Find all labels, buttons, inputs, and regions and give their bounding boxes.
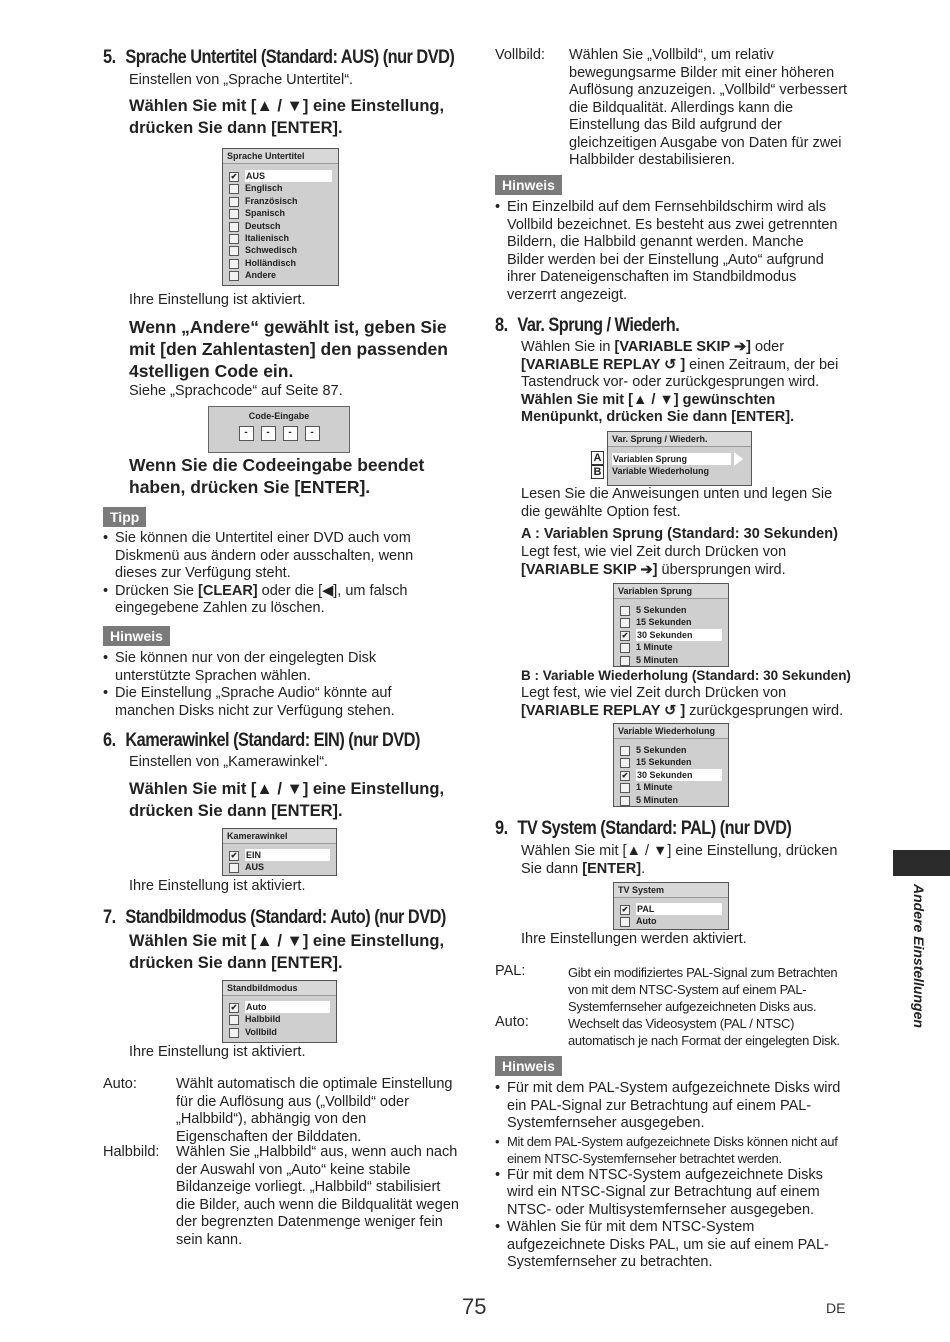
menu-option-label: PAL [636,903,722,915]
camera-angle-menu [222,828,337,876]
section-5-done-instruction: Wenn Sie die Codeeingabe beendet haben, drücken Sie [ENTER]. [129,455,425,497]
definition-term: Halbbild: [103,1144,160,1160]
menu-options [614,898,728,928]
hinweis-list [495,1080,845,1272]
menu-option-label: AUS [245,170,332,182]
menu-option[interactable] [614,744,728,756]
menu-option[interactable] [614,641,728,653]
checkbox-icon[interactable] [620,783,630,793]
checkbox-icon[interactable] [229,259,239,269]
checkbox-icon[interactable] [229,184,239,194]
section-6-subtitle: Einstellen von „Kamerawinkel“. [129,754,329,770]
tipp-badge: Tipp [103,507,146,527]
menu-option[interactable] [223,170,338,182]
code-slots [209,426,349,441]
checkbox-icon[interactable] [620,746,630,756]
right-arrow-icon [734,452,743,466]
menu-option[interactable] [614,769,728,781]
variable-skip-menu [613,583,729,667]
marker-b: B [591,465,604,479]
checkbox-icon[interactable] [229,222,239,232]
hinweis-badge: Hinweis [495,1056,562,1076]
section-7-instruction: Wählen Sie mit [▲ / ▼] eine Einstellung, drücken Sie dann [ENTER]. [129,932,445,972]
checkbox-icon[interactable] [620,606,630,616]
definition-term: Vollbild: [495,47,545,63]
section-8-description: Wählen Sie in [VARIABLE SKIP ➔] oder [VARIABLE REPLAY ↺ ] einen Zeitraum, der bei Tastendruck vor- oder zurückgesprungen wird. Wählen Sie mit [▲ / ▼] gewünschten Menüpunkt, drücken Sie dann [ENTER]. [521,339,839,425]
menu-option[interactable] [614,915,728,927]
menu-title: Variable Wiederholung [614,724,728,739]
menu-option[interactable] [614,756,728,768]
checkbox-icon[interactable] [620,656,630,666]
hinweis-bullet: • Sie können nur von der eingelegten Disk unterstützte Sprachen wählen. [103,650,413,685]
menu-option[interactable] [614,903,728,915]
hinweis-badge: Hinweis [495,175,562,195]
section-9-description: Wählen Sie mit [▲ / ▼] eine Einstellung, drücken Sie dann [ENTER]. [521,843,838,877]
code-slot: - [305,426,320,441]
checkbox-icon[interactable] [229,234,239,244]
menu-options [223,996,336,1038]
section-5-see-reference: Siehe „Sprachcode“ auf Seite 87. [129,383,343,399]
checkbox-icon[interactable] [620,917,630,927]
code-entry-box [208,406,350,453]
menu-option-label: 1 Minute [636,642,673,653]
menu-title: Standbildmodus [223,981,336,996]
hinweis-bullet: • Die Einstellung „Sprache Audio“ könnte auf manchen Disks nicht zur Verfügung stehen. [103,685,413,720]
menu-option[interactable] [223,269,338,281]
hinweis-bullet: • Für mit dem PAL-System aufgezeichnete Disks wird ein PAL-Signal zur Betrachtung auf einem PAL-Systemfernseher ausgegeben. [495,1080,845,1133]
menu-option-label: Vollbild [245,1026,277,1037]
marker-a: A [591,451,604,465]
menu-option[interactable] [223,207,338,219]
menu-option[interactable] [223,1013,336,1025]
checkbox-icon[interactable] [229,1028,239,1038]
subtitle-language-menu [222,148,339,286]
option-b-heading: B : Variable Wiederholung (Standard: 30 Sekunden) [521,668,851,683]
hinweis-list [495,199,843,304]
checkbox-checked-icon[interactable]: ✔ [230,1003,238,1012]
menu-option-label: Auto [636,916,657,927]
tipp-list [103,530,433,618]
menu-option[interactable] [223,244,338,256]
menu-title: Var. Sprung / Wiederh. [608,432,751,447]
menu-options [614,599,728,666]
hinweis-list [103,650,413,720]
menu-option-label: Holländisch [245,257,297,268]
checkbox-checked-icon[interactable]: ✔ [621,770,629,780]
menu-option[interactable] [614,629,728,641]
menu-option[interactable] [223,257,338,269]
section-5-subtitle: Einstellen von „Sprache Untertitel“. [129,72,354,88]
language-code: DE [826,1300,846,1316]
checkbox-icon[interactable] [620,643,630,653]
menu-option[interactable] [223,1001,336,1013]
still-mode-menu [222,980,337,1043]
definition-term: PAL: [495,963,526,979]
chapter-tab [893,850,950,876]
menu-option-label: 30 Sekunden [636,629,722,641]
hinweis-badge: Hinweis [103,626,170,646]
definition-text: Wählen Sie „Vollbild“, um relativ bewegungsarme Bilder mit einer höheren Auflösung anzuzeigen. „Vollbild“ verbessert die Bildqualität. Allerdings kann die Einstellung das Bild aufgrund der gleichzeitigen Ausgabe von Daten für zwei Halbbilder destabilisieren. [569,47,848,168]
hinweis-bullet: • Für mit dem NTSC-System aufgezeichnete Disks wird ein NTSC-Signal zur Betrachtung auf einem NTSC- oder Multisystemfernseher ausgegeben. [495,1167,845,1220]
menu-option-label: Deutsch [245,220,281,231]
menu-options [223,844,336,874]
var-skip-replay-menu [607,431,752,486]
menu-option-label: 30 Sekunden [636,769,722,781]
menu-option-label: Spanisch [245,208,286,219]
menu-option-label: Halbbild [245,1014,281,1025]
menu-option-label: 1 Minute [636,782,673,793]
menu-option-label: Französisch [245,195,298,206]
menu-option-label: Variable Wiederholung [612,466,709,477]
section-5-instruction: Wählen Sie mit [▲ / ▼] eine Einstellung, drücken Sie dann [ENTER]. [129,97,445,137]
checkbox-checked-icon[interactable]: ✔ [621,630,629,640]
section-7-heading: 7. Standbildmodus (Standard: Auto) (nur DVD) [103,907,446,928]
menu-option[interactable] [223,849,336,861]
checkbox-checked-icon[interactable]: ✔ [230,172,238,181]
checkbox-icon[interactable] [620,758,630,768]
option-a-heading: A : Variablen Sprung (Standard: 30 Sekunden) [521,526,838,542]
menu-option[interactable] [614,654,728,666]
checkbox-icon[interactable] [229,246,239,256]
option-b-text: Legt fest, wie viel Zeit durch Drücken von [VARIABLE REPLAY ↺ ] zurückgesprungen wird. [521,685,844,719]
section-7-activated: Ihre Einstellung ist aktiviert. [129,1044,306,1060]
section-5-heading: 5. Sprache Untertitel (Standard: AUS) (nur DVD) [103,47,455,68]
definition-text: Wählt automatisch die optimale Einstellung für die Auflösung aus („Vollbild“ oder „Halbbild“), abhängig von den Eigenschaften der Bilddaten. [176,1076,453,1145]
menu-option[interactable] [608,453,751,465]
hinweis-bullet: • Mit dem PAL-System aufgezeichnete Disks können nicht auf einem NTSC-Systemfernseher betrachtet werden. [495,1133,845,1167]
menu-title: Sprache Untertitel [223,149,338,164]
checkbox-icon[interactable] [229,197,239,207]
checkbox-icon[interactable] [229,1015,239,1025]
menu-title: Variablen Sprung [614,584,728,599]
menu-options [223,164,338,282]
menu-option[interactable] [223,1026,336,1038]
menu-option[interactable] [608,465,751,477]
section-6-instruction: Wählen Sie mit [▲ / ▼] eine Einstellung, drücken Sie dann [ENTER]. [129,780,445,820]
code-slot: - [283,426,298,441]
menu-option-label: 15 Sekunden [636,757,692,768]
menu-option-label: Schwedisch [245,245,298,256]
chapter-label: Andere Einstellungen [911,884,927,1028]
menu-option-label: Auto [245,1001,330,1013]
definition-term: Auto: [103,1076,137,1092]
checkbox-icon[interactable] [620,618,630,628]
section-5-activated: Ihre Einstellung ist aktiviert. [129,292,306,308]
menu-option-label: AUS [245,862,265,873]
checkbox-icon[interactable] [229,271,239,281]
menu-option[interactable] [223,861,336,873]
definition-text: Wechselt das Videosystem (PAL / NTSC) automatisch je nach Format der eingelegten Disk. [568,1016,840,1048]
menu-option[interactable] [223,182,338,194]
section-6-heading: 6. Kamerawinkel (Standard: EIN) (nur DVD) [103,730,420,751]
menu-option-label: 5 Sekunden [636,605,687,615]
menu-option-label: 5 Sekunden [636,745,687,755]
definition-text: Gibt ein modifiziertes PAL-Signal zum Betrachten von mit dem NTSC-System auf einem PAL-Systemfernseher aufgezeichneten Disks aus. [568,965,838,1014]
menu-option-label: 15 Sekunden [636,617,692,628]
menu-options [614,739,728,806]
page-number: 75 [462,1294,487,1319]
section-6-activated: Ihre Einstellung ist aktiviert. [129,878,306,894]
checkbox-checked-icon[interactable]: ✔ [230,851,238,860]
tipp-bullet: • Drücken Sie [CLEAR] oder die [◀], um falsch eingegebene Zahlen zu löschen. [103,583,433,618]
section-8-heading: 8. Var. Sprung / Wiederh. [495,315,680,336]
section-9-heading: 9. TV System (Standard: PAL) (nur DVD) [495,818,792,839]
section-5-andere-instruction: Wenn „Andere“ gewählt ist, geben Sie mit [den Zahlentasten] den passenden 4stelligen Code ein. [129,317,448,381]
menu-option[interactable] [223,220,338,232]
checkbox-icon[interactable] [229,863,239,873]
checkbox-icon[interactable] [620,796,630,806]
menu-option[interactable] [614,604,728,616]
tipp-bullet: • Sie können die Untertitel einer DVD auch vom Diskmenü aus ändern oder ausschalten, wenn dieses zur Verfügung steht. [103,530,433,583]
checkbox-checked-icon[interactable]: ✔ [621,905,629,914]
option-a-text: Legt fest, wie viel Zeit durch Drücken von [VARIABLE SKIP ➔] übersprungen wird. [521,544,787,578]
menu-title: TV System [614,883,728,898]
menu-option-label: EIN [245,849,330,861]
section-9-activated: Ihre Einstellungen werden aktiviert. [521,931,747,947]
menu-option-label: Andere [245,270,277,281]
menu-option[interactable] [614,616,728,628]
menu-option-label: 5 Minuten [636,654,678,665]
menu-option[interactable] [223,232,338,244]
menu-option[interactable] [223,195,338,207]
definition-term: Auto: [495,1014,529,1030]
menu-option[interactable] [614,794,728,806]
menu-title: Kamerawinkel [223,829,336,844]
hinweis-bullet: • Ein Einzelbild auf dem Fernsehbildschirm wird als Vollbild bezeichnet. Es besteht aus zwei getrennten Bildern, die Halbbild genannt werden. Manche Bilder werden bei der Einstellung „Auto“ aufgrund ihrer Dateneigenschaften im Standbildmodus verzerrt angezeigt. [495,199,843,304]
definition-text: Wählen Sie „Halbbild“ aus, wenn auch nach der Auswahl von „Auto“ keine stabile Bildanzeige vorliegt. „Halbbild“ stabilisiert die Bilder, auch wenn die Bildqualität wegen der begrenzten Datenmenge weniger fein sein kann. [176,1144,459,1248]
variable-replay-menu [613,723,729,807]
code-slot: - [261,426,276,441]
code-slot: - [239,426,254,441]
checkbox-icon[interactable] [229,209,239,219]
hinweis-bullet: • Wählen Sie für mit dem NTSC-System aufgezeichnete Disks PAL, um sie auf einem PAL-Systemfernseher zu betrachten. [495,1219,845,1272]
tv-system-menu [613,882,729,930]
menu-options [608,447,751,478]
menu-option-label: Englisch [245,183,283,194]
menu-option-label: Italienisch [245,232,290,243]
menu-option[interactable] [614,781,728,793]
code-entry-title: Code-Eingabe [248,411,310,421]
menu-option-label: 5 Minuten [636,794,678,805]
section-8-read: Lesen Sie die Anweisungen unten und legen Sie die gewählte Option fest. [521,486,833,520]
menu-option-label: Variablen Sprung [612,453,731,465]
